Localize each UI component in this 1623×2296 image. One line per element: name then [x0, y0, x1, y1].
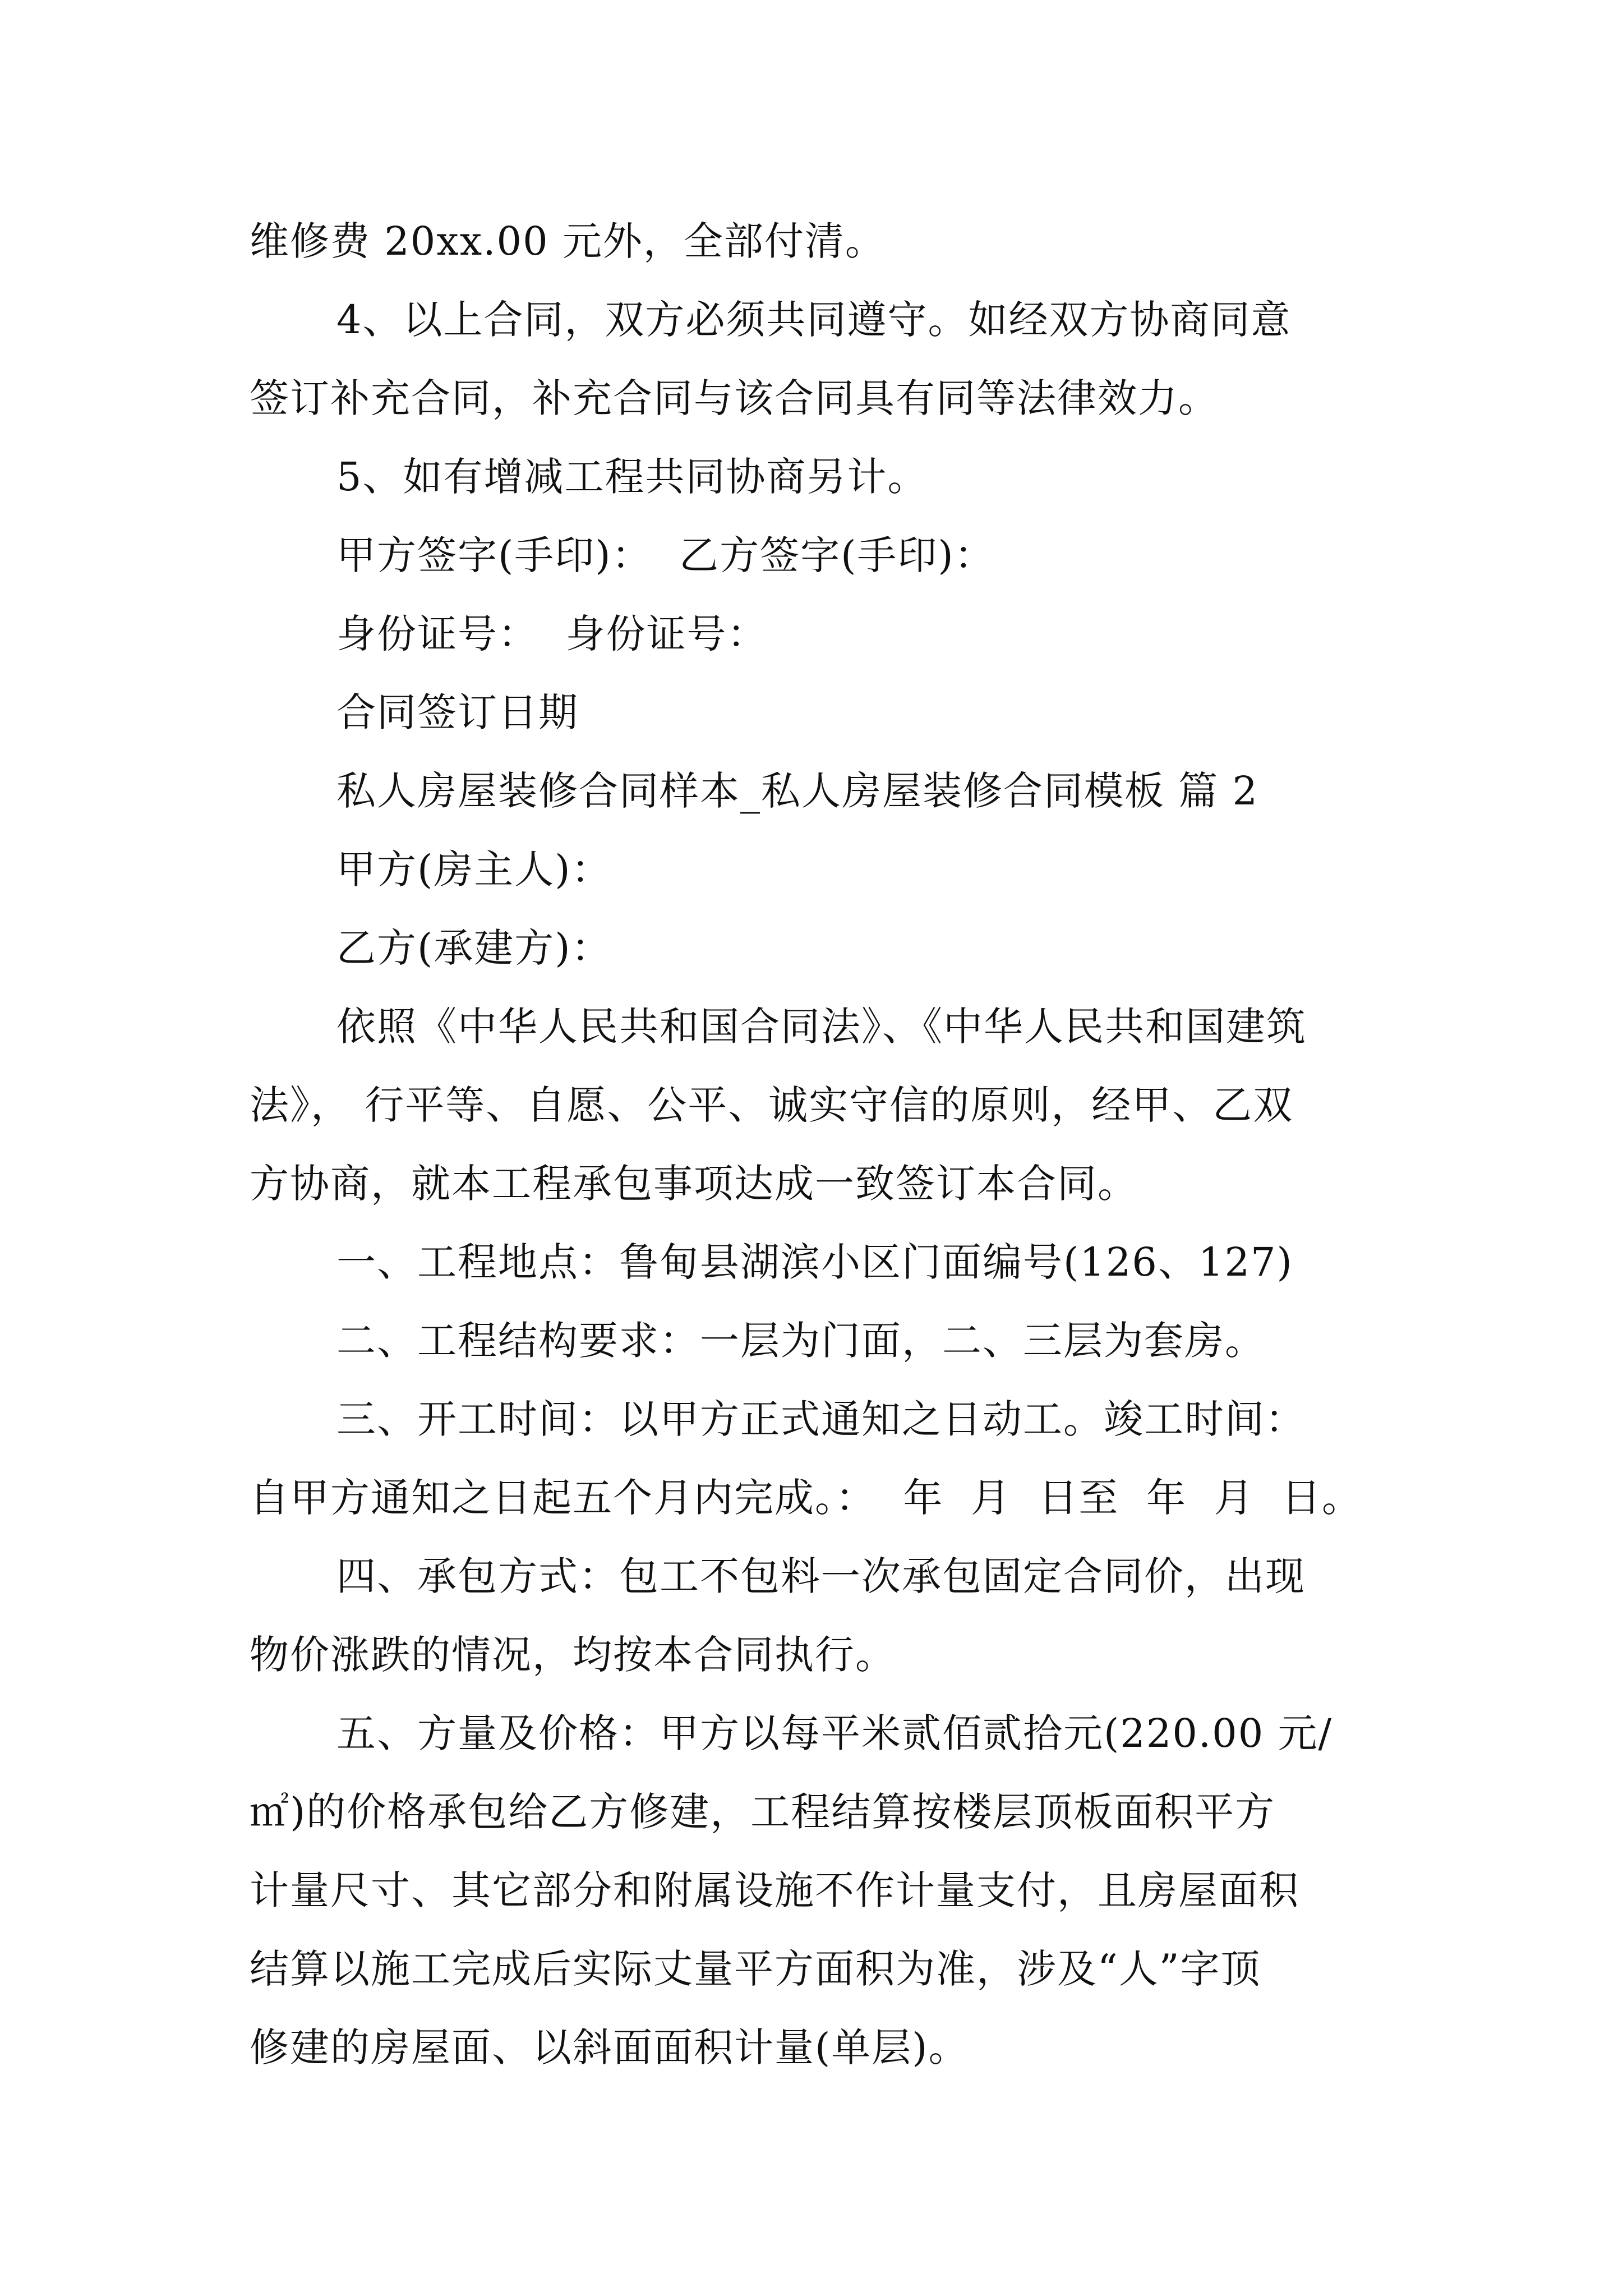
- clause-3: 三、开工时间：以甲方正式通知之日动工。竣工时间：: [336, 1396, 1306, 1442]
- clause-5-cont-1: ㎡)的价格承包给乙方修建，工程结算按楼层顶板面积平方: [250, 1789, 1276, 1835]
- clause-1: 一、工程地点：鲁甸县湖滨小区门面编号(126、127): [336, 1239, 1293, 1285]
- clause-3-cont: 自甲方通知之日起五个月内完成。： 年 月 日至 年 月 日。: [250, 1475, 1363, 1521]
- text-line-11: 依照《中华人民共和国合同法》、《中华人民共和国建筑: [336, 1004, 1307, 1050]
- clause-5-cont-4: 修建的房屋面、以斜面面积计量(单层)。: [250, 2024, 969, 2070]
- text-line-12: 法》， 行平等、自愿、公平、诚实守信的原则，经甲、乙双: [250, 1082, 1294, 1128]
- signature-line: 甲方签字(手印)： 乙方签字(手印)：: [336, 532, 995, 578]
- clause-5-cont-2: 计量尺寸、其它部分和附属设施不作计量支付，且房屋面积: [250, 1867, 1299, 1913]
- id-number-line: 身份证号： 身份证号：: [336, 611, 768, 657]
- contract-date-line: 合同签订日期: [336, 689, 579, 735]
- clause-4-cont: 物价涨跌的情况，均按本合同执行。: [250, 1632, 896, 1678]
- clause-5: 五、方量及价格：甲方以每平米贰佰贰拾元(220.00 元/: [336, 1710, 1333, 1756]
- text-line-4: 5、如有增减工程共同协商另计。: [336, 454, 928, 500]
- party-a-line: 甲方(房主人)：: [336, 846, 612, 892]
- text-line-3: 签订补充合同，补充合同与该合同具有同等法律效力。: [250, 375, 1219, 421]
- text-line-1: 维修费 20xx.00 元外，全部付清。: [250, 218, 886, 264]
- section-title: 私人房屋装修合同样本_私人房屋装修合同模板 篇 2: [336, 768, 1259, 814]
- text-line-2: 4、以上合同，双方必须共同遵守。如经双方协商同意: [336, 297, 1292, 343]
- party-b-line: 乙方(承建方)：: [336, 925, 612, 971]
- clause-5-cont-3: 结算以施工完成后实际丈量平方面积为准，涉及“人”字顶: [250, 1946, 1261, 1992]
- clause-4: 四、承包方式：包工不包料一次承包固定合同价，出现: [336, 1553, 1306, 1599]
- text-line-13: 方协商，就本工程承包事项达成一致签订本合同。: [250, 1161, 1138, 1207]
- clause-2: 二、工程结构要求：一层为门面，二、三层为套房。: [336, 1318, 1265, 1364]
